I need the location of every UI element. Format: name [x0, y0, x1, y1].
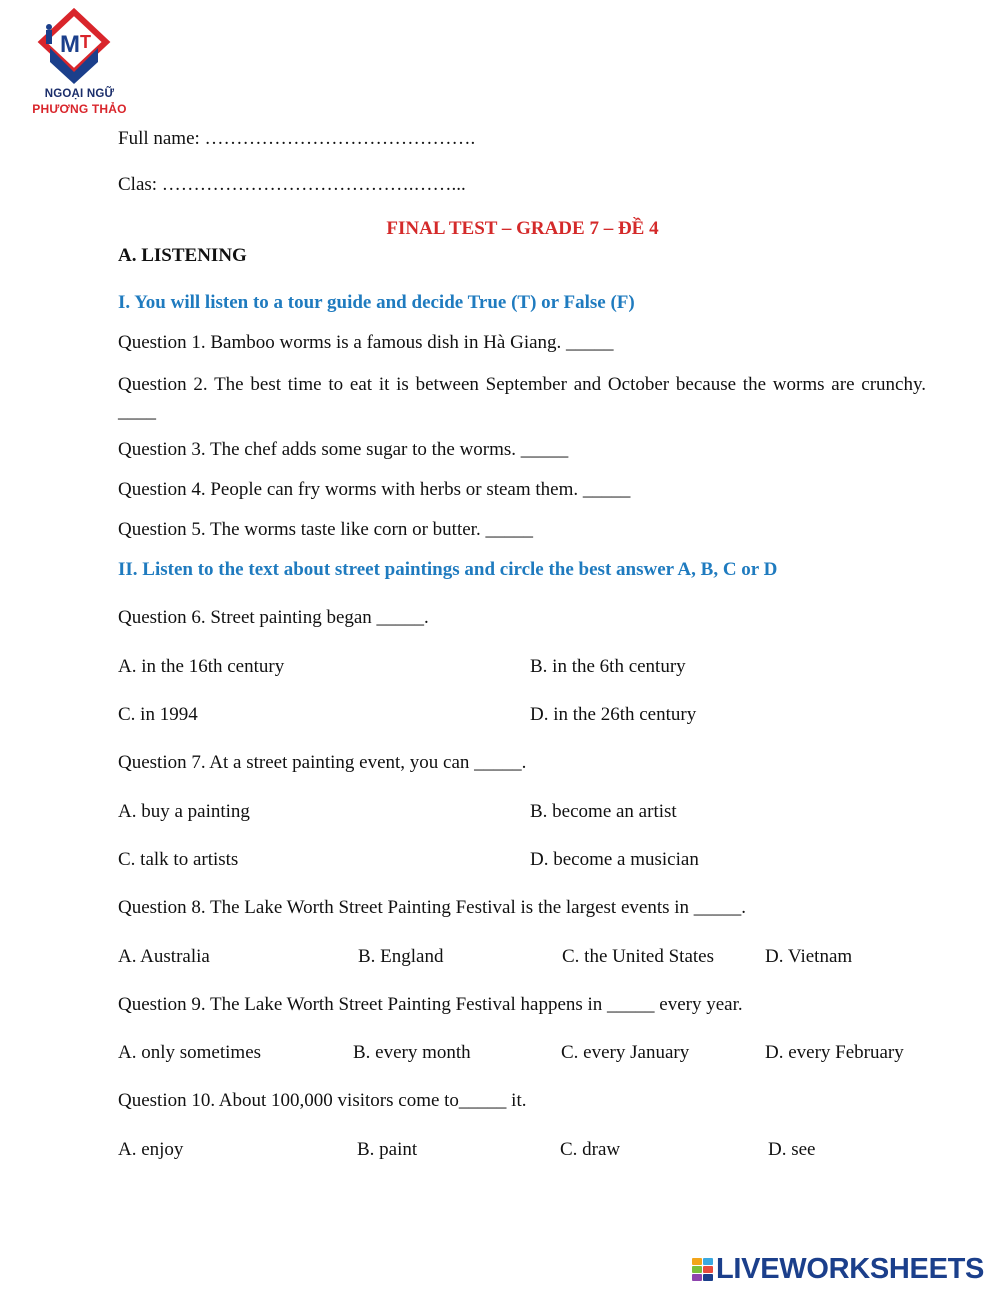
- q6-option-c: C. in 1994: [118, 704, 198, 725]
- liveworksheets-wordmark: LIVEWORKSHEETS: [716, 1253, 985, 1285]
- q10-option-b: B. paint: [357, 1139, 418, 1160]
- q7-option-b: B. become an artist: [530, 801, 677, 822]
- logo-line-2: PHƯƠNG THẢO: [32, 102, 127, 116]
- q9-option-d: D. every February: [765, 1042, 904, 1063]
- q7-option-d: D. become a musician: [530, 849, 699, 870]
- svg-text:T: T: [80, 32, 91, 52]
- q8-option-a: A. Australia: [118, 946, 210, 967]
- q8-option-d: D. Vietnam: [765, 946, 853, 967]
- question-7: Question 7. At a street painting event, you can _____.: [118, 752, 527, 773]
- question-4: Question 4. People can fry worms with herbs or steam them. _____: [118, 479, 631, 500]
- question-9: Question 9. The Lake Worth Street Painting Festival happens in _____ every year.: [118, 994, 743, 1015]
- q9-option-a: A. only sometimes: [118, 1042, 262, 1063]
- q10-option-a: A. enjoy: [118, 1139, 184, 1160]
- question-1: Question 1. Bamboo worms is a famous dish in Hà Giang. _____: [118, 332, 614, 353]
- question-5: Question 5. The worms taste like corn or butter. _____: [118, 519, 533, 540]
- logo-line-1: NGOẠI NGỮ: [44, 88, 115, 100]
- part-1-heading: I. You will listen to a tour guide and decide True (T) or False (F): [118, 292, 635, 313]
- full-name-field: Full name: …………………………………….: [118, 128, 476, 149]
- q7-option-c: C. talk to artists: [118, 849, 239, 870]
- school-logo: [22, 8, 132, 120]
- liveworksheets-badge-icon: [692, 1258, 714, 1282]
- question-10: Question 10. About 100,000 visitors come to_____ it.: [118, 1090, 527, 1111]
- q9-option-c: C. every January: [561, 1042, 690, 1063]
- test-title: FINAL TEST – GRADE 7 – ĐỀ 4: [386, 218, 659, 239]
- q6-option-a: A. in the 16th century: [118, 656, 285, 677]
- question-6: Question 6. Street painting began _____.: [118, 607, 429, 628]
- logo-mark-icon: [36, 8, 116, 88]
- q8-option-b: B. England: [358, 946, 444, 967]
- q10-option-c: C. draw: [560, 1139, 621, 1160]
- q7-option-a: A. buy a painting: [118, 801, 250, 822]
- q9-option-b: B. every month: [353, 1042, 471, 1063]
- question-2: Question 2. The best time to eat it is between September and October because the worms are crunchy. ____: [118, 374, 926, 422]
- question-3: Question 3. The chef adds some sugar to the worms. _____: [118, 439, 569, 460]
- q10-option-d: D. see: [768, 1139, 816, 1160]
- q6-option-b: B. in the 6th century: [530, 656, 686, 677]
- class-field: Clas: ………………………………….……...: [118, 174, 466, 195]
- part-2-heading: II. Listen to the text about street paintings and circle the best answer A, B, C or D: [118, 559, 778, 580]
- svg-text:M: M: [60, 31, 80, 58]
- q8-option-c: C. the United States: [562, 946, 714, 967]
- section-a-heading: A. LISTENING: [118, 245, 247, 266]
- q6-option-d: D. in the 26th century: [530, 704, 697, 725]
- question-8: Question 8. The Lake Worth Street Painting Festival is the largest events in _____.: [118, 897, 747, 918]
- liveworksheets-logo[interactable]: [692, 1255, 988, 1285]
